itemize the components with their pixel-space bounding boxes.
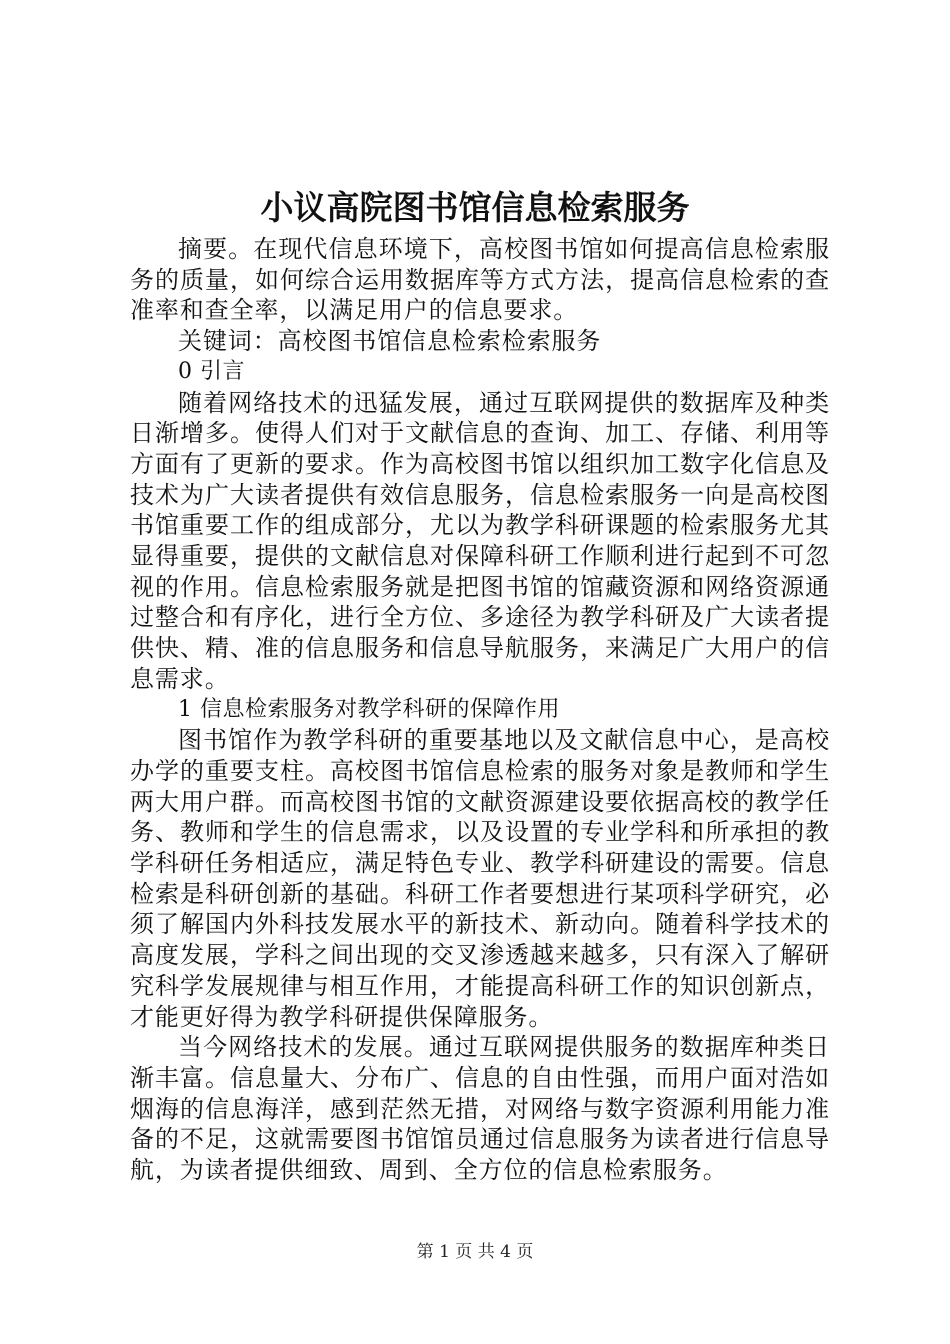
- keywords-line: 关键词：高校图书馆信息检索检索服务: [178, 327, 602, 356]
- section-1-paragraph-2: 当今网络技术的发展。通过互联网提供服务的数据库种类日渐丰富。信息量大、分布广、信息的自由性强，而用户面对浩如烟海的信息海洋，感到茫然无措，对网络与数字资源利用能力准备的不足，这就需要图书馆馆员通过信息服务为读者进行信息导航，为读者提供细致、周到、全方位的信息检索服务。: [130, 1033, 830, 1185]
- document-title: 小议高院图书馆信息检索服务: [260, 188, 690, 227]
- abstract-paragraph: 摘要。在现代信息环境下，高校图书馆如何提高信息检索服务的质量，如何综合运用数据库等方式方法，提高信息检索的查准率和查全率，以满足用户的信息要求。: [130, 235, 830, 325]
- document-body: [130, 234, 830, 1186]
- introduction-paragraph: 随着网络技术的迅猛发展，通过互联网提供的数据库及种类日渐增多。使得人们对于文献信息的查询、加工、存储、利用等方面有了更新的要求。作为高校图书馆以组织加工数字化信息及技术为广大读者提供有效信息服务，信息检索服务一向是高校图书馆重要工作的组成部分，尤以为教学科研课题的检索服务尤其显得重要，提供的文献信息对保障科研工作顺利进行起到不可忽视的作用。信息检索服务就是把图书馆的馆藏资源和网络资源通过整合和有序化，进行全方位、多途径为教学科研及广大读者提供快、精、准的信息服务和信息导航服务，来满足广大用户的信息需求。: [130, 388, 830, 693]
- page-footer: 第 1 页 共 4 页: [416, 1242, 534, 1262]
- section-heading-introduction: 0 引言: [178, 358, 245, 384]
- section-1-paragraph-1: 图书馆作为教学科研的重要基地以及文献信息中心，是高校办学的重要支柱。高校图书馆信息检索的服务对象是教师和学生两大用户群。而高校图书馆的文献资源建设要依据高校的教学任务、教师和学生的信息需求，以及设置的专业学科和所承担的教学科研任务相适应，满足特色专业、教学科研建设的需要。信息检索是科研创新的基础。科研工作者要想进行某项科学研究，必须了解国内外科技发展水平的新技术、新动向。随着科学技术的高度发展，学科之间出现的交叉渗透越来越多，只有深入了解研究科学发展规律与相互作用，才能提高科研工作的知识创新点，才能更好得为教学科研提供保障服务。: [130, 726, 830, 1031]
- section-heading-1: 1 信息检索服务对教学科研的保障作用: [178, 696, 560, 722]
